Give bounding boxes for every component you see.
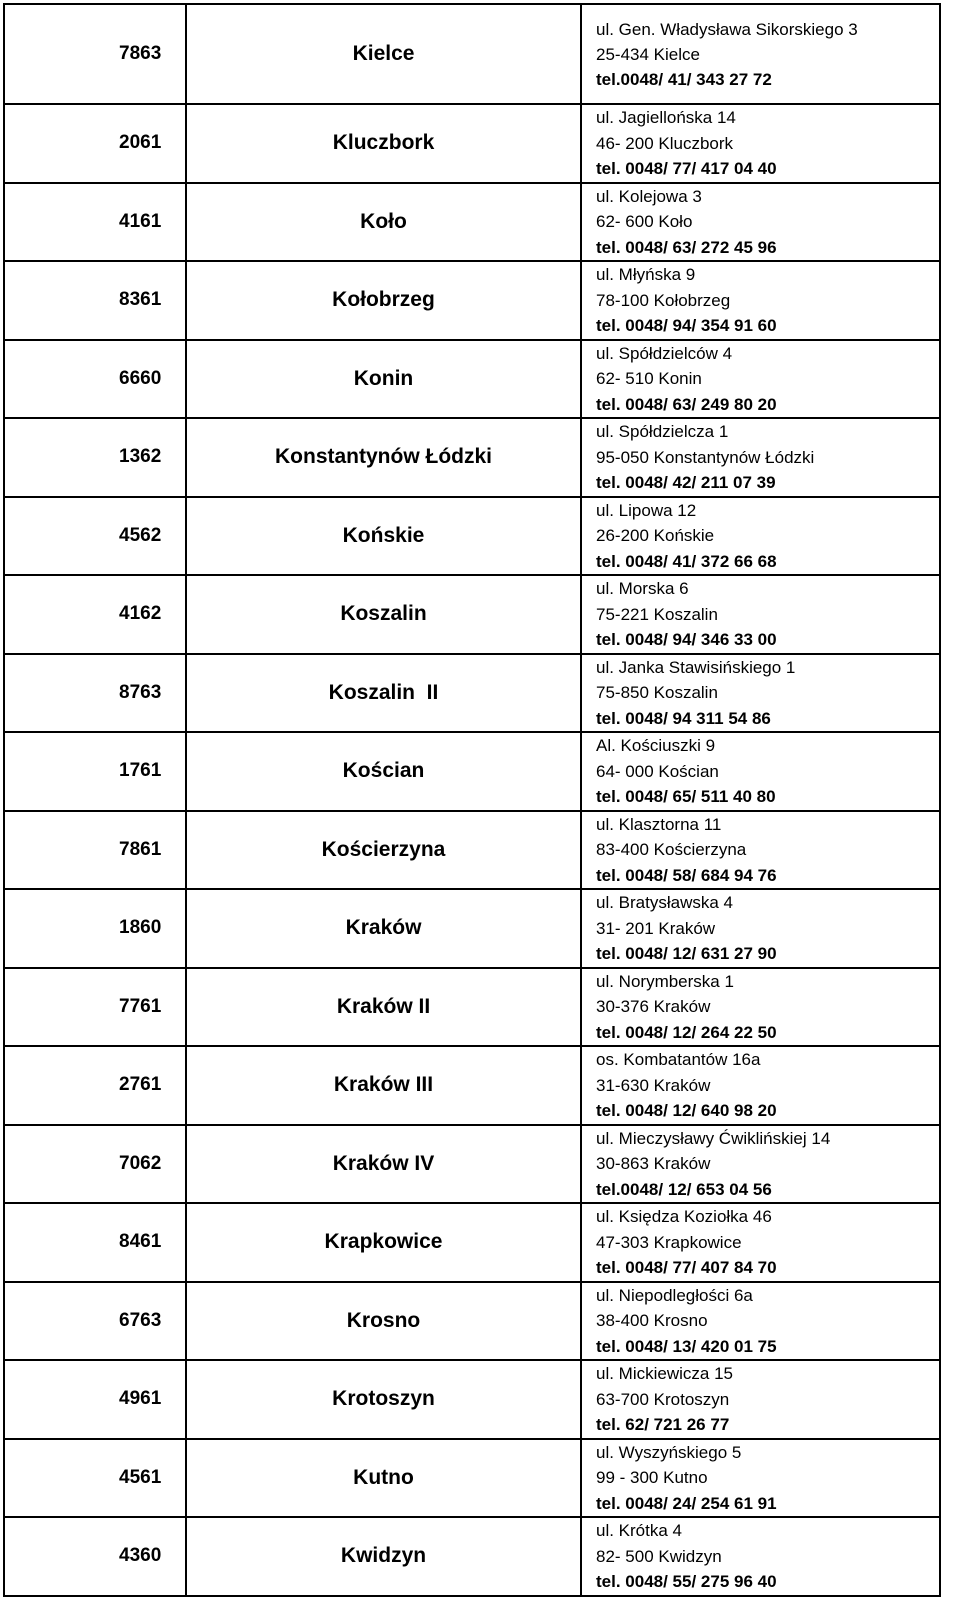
address-postal: 62- 600 Koło (596, 212, 693, 231)
address-phone: tel.0048/ 12/ 653 04 56 (596, 1179, 772, 1199)
address-postal: 95-050 Konstantynów Łódzki (596, 447, 815, 467)
branch-city: Kluczbork (186, 104, 581, 183)
address-phone: tel. 0048/ 94/ 346 33 00 (596, 630, 777, 649)
branch-address (581, 261, 940, 340)
branch-city: Krosno (186, 1282, 581, 1361)
address-phone: tel. 0048/ 58/ 684 94 76 (596, 865, 777, 885)
branch-city: Kościan (186, 732, 581, 811)
address-street: ul. Młyńska 9 (596, 265, 696, 284)
address-street: ul. Mickiewicza 15 (596, 1364, 733, 1383)
address-street: ul. Klasztorna 11 (596, 814, 722, 834)
address-phone: tel. 0048/ 12/ 631 27 90 (596, 944, 777, 963)
address-street: ul. Spółdzielców 4 (596, 343, 733, 363)
address-phone: tel. 0048/ 42/ 211 07 39 (596, 473, 776, 492)
address-street: ul. Księdza Koziołka 46 (596, 1207, 772, 1226)
branch-city: Krotoszyn (186, 1360, 581, 1439)
branch-city: Kraków II (186, 968, 581, 1047)
table-row (4, 497, 940, 576)
address-street: ul. Morska 6 (596, 579, 689, 598)
address-street: ul. Janka Stawisińskiego 1 (596, 657, 796, 677)
branch-address (581, 968, 940, 1047)
address-postal: 47-303 Krapkowice (596, 1232, 742, 1252)
branch-city: Koszalin (186, 575, 581, 654)
branch-address (581, 183, 940, 262)
address-phone: tel. 0048/ 41/ 372 66 68 (596, 551, 777, 571)
branch-address (581, 418, 940, 497)
table-row (4, 732, 940, 811)
branch-code: 4562 (4, 497, 186, 576)
table-row (4, 654, 940, 733)
branch-address (581, 340, 940, 419)
address-phone: tel. 0048/ 24/ 254 61 91 (596, 1493, 777, 1513)
table-row (4, 968, 940, 1047)
branch-city: Kielce (186, 4, 581, 104)
address-phone: tel. 0048/ 65/ 511 40 80 (596, 787, 776, 806)
branch-city: Kwidzyn (186, 1517, 581, 1596)
table-row (4, 340, 940, 419)
address-postal: 83-400 Kościerzyna (596, 840, 747, 859)
address-postal: 25-434 Kielce (596, 44, 700, 64)
address-street: ul. Spółdzielcza 1 (596, 422, 729, 441)
table-row (4, 104, 940, 183)
address-postal: 46- 200 Kluczbork (596, 133, 734, 153)
branch-city: Końskie (186, 497, 581, 576)
branch-address (581, 4, 940, 104)
address-postal: 78-100 Kołobrzeg (596, 290, 731, 310)
branch-city: Krapkowice (186, 1203, 581, 1282)
branch-code: 8361 (4, 261, 186, 340)
table-row (4, 4, 940, 104)
branch-code: 4961 (4, 1360, 186, 1439)
branch-city: Koszalin II (186, 654, 581, 733)
address-phone: tel. 0048/ 12/ 640 98 20 (596, 1101, 777, 1120)
branch-address (581, 1203, 940, 1282)
branch-code: 7861 (4, 811, 186, 890)
address-street: ul. Niepodległości 6a (596, 1285, 753, 1305)
address-postal: 63-700 Krotoszyn (596, 1389, 730, 1409)
branch-code: 4561 (4, 1439, 186, 1518)
branch-address (581, 1282, 940, 1361)
address-postal: 38-400 Krosno (596, 1311, 708, 1330)
address-phone: tel. 0048/ 12/ 264 22 50 (596, 1022, 777, 1042)
address-street: Al. Kościuszki 9 (596, 736, 716, 755)
address-phone: tel. 0048/ 94/ 354 91 60 (596, 316, 777, 335)
address-street: ul. Mieczysławy Ćwiklińskiej 14 (596, 1128, 831, 1148)
table-row (4, 889, 940, 968)
branch-code: 7863 (4, 4, 186, 104)
address-phone: tel. 0048/ 13/ 420 01 75 (596, 1336, 777, 1356)
address-postal: 30-376 Kraków (596, 997, 711, 1016)
branch-address (581, 811, 940, 890)
branch-code: 1860 (4, 889, 186, 968)
branch-code: 8763 (4, 654, 186, 733)
branch-code: 8461 (4, 1203, 186, 1282)
address-street: ul. Bratysławska 4 (596, 893, 733, 912)
address-postal: 75-221 Koszalin (596, 604, 718, 624)
address-street: ul. Norymberska 1 (596, 971, 734, 991)
address-postal: 99 - 300 Kutno (596, 1468, 708, 1487)
branch-address (581, 1125, 940, 1204)
address-street: ul. Krótka 4 (596, 1521, 682, 1540)
table-row (4, 575, 940, 654)
address-street: ul. Lipowa 12 (596, 500, 697, 520)
table-row (4, 1203, 940, 1282)
branch-city: Kraków IV (186, 1125, 581, 1204)
address-phone: tel. 0048/ 77/ 417 04 40 (596, 159, 777, 178)
branch-city: Konstantynów Łódzki (186, 418, 581, 497)
branch-address (581, 1046, 940, 1125)
address-phone: tel. 0048/ 94 311 54 86 (596, 708, 771, 728)
branch-city: Kołobrzeg (186, 261, 581, 340)
branch-code: 4161 (4, 183, 186, 262)
address-phone: tel. 0048/ 55/ 275 96 40 (596, 1572, 777, 1591)
table-row (4, 418, 940, 497)
address-street: ul. Kolejowa 3 (596, 186, 702, 206)
address-phone: tel. 0048/ 77/ 407 84 70 (596, 1258, 777, 1277)
address-street: ul. Jagiellońska 14 (596, 108, 736, 127)
address-postal: 82- 500 Kwidzyn (596, 1546, 722, 1566)
branch-city: Kutno (186, 1439, 581, 1518)
address-postal: 30-863 Kraków (596, 1154, 711, 1173)
table-row (4, 811, 940, 890)
address-phone: tel. 0048/ 63/ 249 80 20 (596, 394, 777, 414)
address-postal: 75-850 Koszalin (596, 683, 718, 702)
address-street: ul. Wyszyńskiego 5 (596, 1442, 742, 1462)
branch-code: 4162 (4, 575, 186, 654)
address-phone: tel.0048/ 41/ 343 27 72 (596, 69, 772, 89)
branch-city: Koło (186, 183, 581, 262)
table-row (4, 1517, 940, 1596)
branch-address (581, 889, 940, 968)
table-row (4, 1125, 940, 1204)
branch-code: 6660 (4, 340, 186, 419)
address-phone: tel. 62/ 721 26 77 (596, 1415, 730, 1434)
table-row (4, 1046, 940, 1125)
branch-code: 7761 (4, 968, 186, 1047)
table-row (4, 183, 940, 262)
address-postal: 31-630 Kraków (596, 1075, 711, 1095)
table-row (4, 1282, 940, 1361)
branch-code: 7062 (4, 1125, 186, 1204)
branch-address (581, 1439, 940, 1518)
branch-address (581, 1360, 940, 1439)
branch-address (581, 1517, 940, 1596)
branch-city: Kościerzyna (186, 811, 581, 890)
branch-code: 1362 (4, 418, 186, 497)
address-postal: 64- 000 Kościan (596, 761, 719, 781)
branch-city: Kraków III (186, 1046, 581, 1125)
branch-code: 2061 (4, 104, 186, 183)
table-row (4, 1360, 940, 1439)
branch-table (3, 3, 941, 1597)
address-street: ul. Gen. Władysława Sikorskiego 3 (596, 19, 858, 39)
table-row (4, 261, 940, 340)
address-postal: 26-200 Końskie (596, 526, 715, 545)
branch-address (581, 497, 940, 576)
address-postal: 31- 201 Kraków (596, 918, 716, 938)
address-phone: tel. 0048/ 63/ 272 45 96 (596, 237, 777, 257)
branch-code: 6763 (4, 1282, 186, 1361)
address-postal: 62- 510 Konin (596, 369, 702, 388)
branch-code: 2761 (4, 1046, 186, 1125)
branch-address (581, 654, 940, 733)
branch-address (581, 104, 940, 183)
branch-city: Kraków (186, 889, 581, 968)
address-street: os. Kombatantów 16a (596, 1050, 761, 1069)
table-row (4, 1439, 940, 1518)
branch-city: Konin (186, 340, 581, 419)
branch-address (581, 575, 940, 654)
branch-code: 1761 (4, 732, 186, 811)
branch-code: 4360 (4, 1517, 186, 1596)
branch-address (581, 732, 940, 811)
